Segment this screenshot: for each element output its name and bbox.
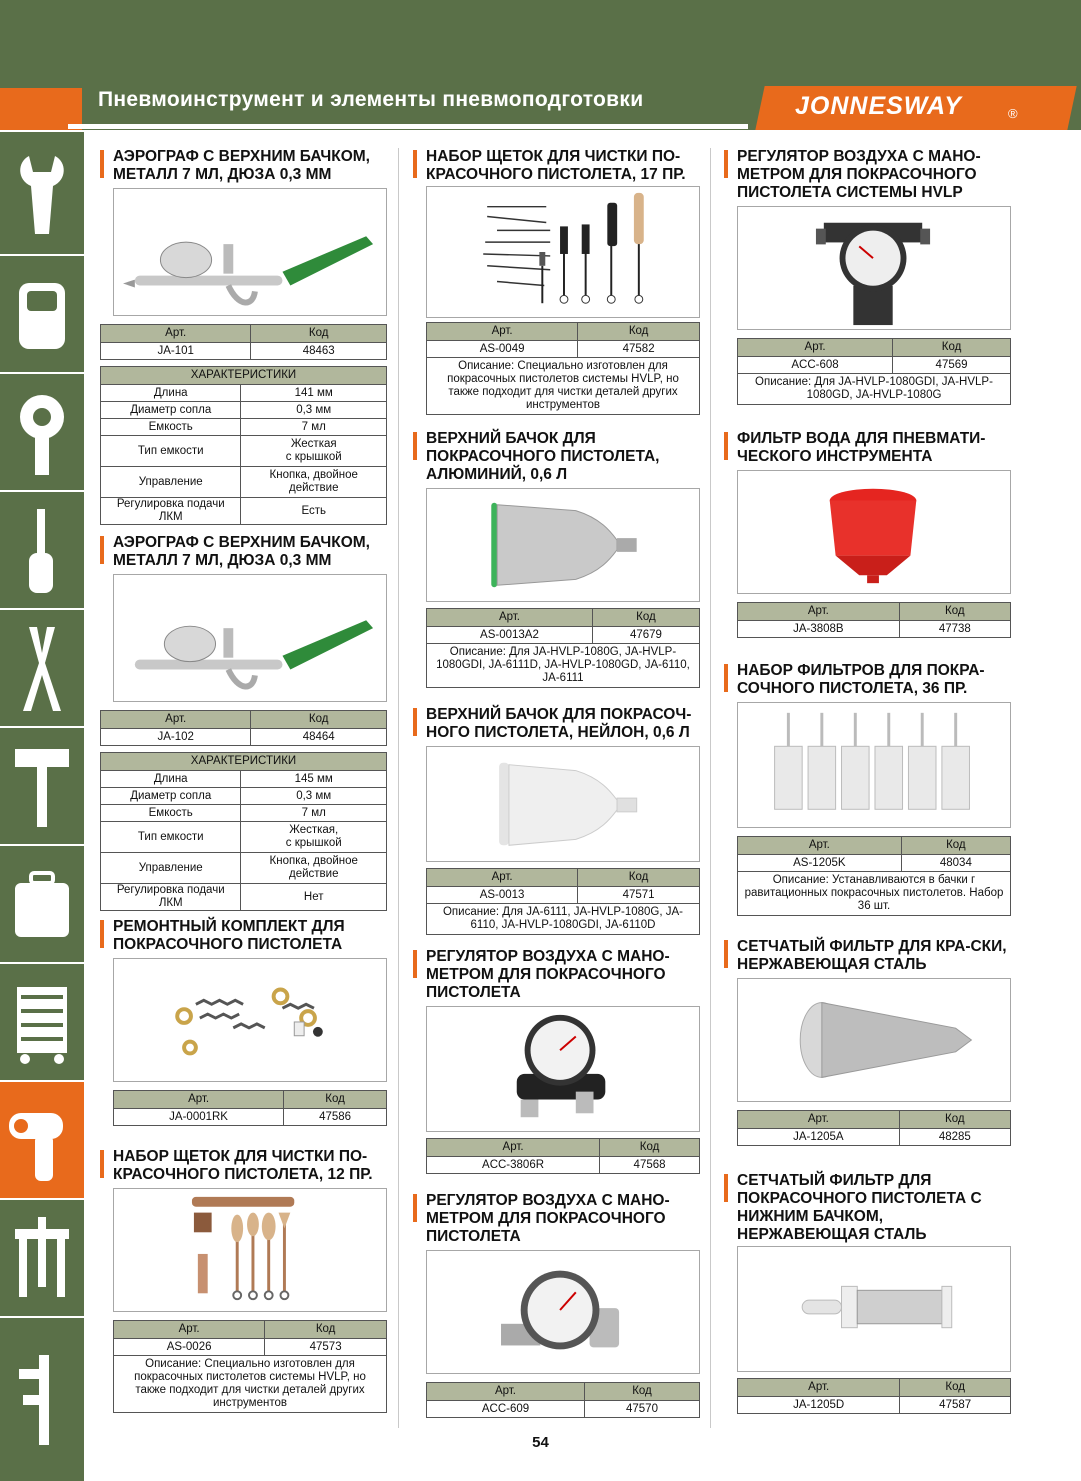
product-code-table: [426, 322, 700, 415]
code-header: Код: [284, 1091, 387, 1109]
product-code-table: [100, 324, 387, 360]
specs-table: [100, 366, 387, 525]
code-value: 48285: [899, 1129, 1010, 1146]
product-description: Описание: Устанавливаются в бачки г равитационных покрасочных пистолетов. Набор 36 шт.: [738, 872, 1011, 916]
page-title: Пневмоинструмент и элементы пневмоподготовки: [98, 88, 644, 111]
product-image-gauge-regulator: [426, 1250, 700, 1374]
air-drill-icon[interactable]: [0, 1080, 84, 1198]
product-code-table: [100, 710, 387, 746]
spec-value: 7 мл: [241, 805, 387, 822]
spec-value: 0,3 мм: [241, 402, 387, 419]
spec-label: Регулировка подачи ЛКМ: [101, 884, 241, 911]
spec-label: Диаметр сопла: [101, 402, 241, 419]
art-value: JA-102: [101, 729, 251, 746]
product-image-airbrush: [113, 574, 387, 702]
product-code-table: [113, 1320, 387, 1413]
product-title: НАБОР ФИЛЬТРОВ ДЛЯ ПОКРА-СОЧНОГО ПИСТОЛЕТА, 36 ПР.: [737, 662, 985, 697]
spec-value: 145 мм: [241, 771, 387, 788]
product-title: ФИЛЬТР ВОДА ДЛЯ ПНЕВМАТИ-ЧЕСКОГО ИНСТРУМЕНТА: [737, 430, 986, 465]
title-accent: [724, 150, 728, 178]
spec-label: Регулировка подачи ЛКМ: [101, 498, 241, 525]
product-code-table: [426, 1138, 700, 1174]
spec-label: Емкость: [101, 419, 241, 436]
title-accent: [413, 708, 417, 736]
product-description: Описание: Для JA-HVLP-1080G, JA-HVLP-1080GDI, JA-6111D, JA-HVLP-1080GD, JA-6110, JA-6111: [427, 644, 700, 688]
product-title: РЕГУЛЯТОР ВОЗДУХА С МАНО-МЕТРОМ ДЛЯ ПОКРАСОЧНОГО ПИСТОЛЕТА СИСТЕМЫ HVLP: [737, 148, 981, 201]
brand-registered-mark: ®: [1008, 106, 1018, 121]
product-title: АЭРОГРАФ С ВЕРХНИМ БАЧКОМ, МЕТАЛЛ 7 МЛ, ДЮЗА 0,3 ММ: [113, 534, 370, 569]
spec-label: Емкость: [101, 805, 241, 822]
art-value: AS-0026: [114, 1339, 265, 1356]
caliper-icon[interactable]: [0, 1316, 84, 1481]
art-value: ACC-608: [738, 357, 893, 374]
puller-icon[interactable]: [0, 1198, 84, 1316]
code-value: 48034: [901, 855, 1010, 872]
product-title: ВЕРХНИЙ БАЧОК ДЛЯ ПОКРАСОЧ-НОГО ПИСТОЛЕТА, НЕЙЛОН, 0,6 Л: [426, 706, 692, 741]
spec-label: Длина: [101, 771, 241, 788]
product-code-table: [737, 602, 1011, 638]
code-header: Код: [592, 609, 699, 627]
code-value: 47568: [600, 1157, 700, 1174]
product-image-gauge-regulator: [737, 206, 1011, 330]
art-value: AS-0013: [427, 887, 578, 904]
art-value: JA-1205A: [738, 1129, 900, 1146]
art-value: JA-0001RK: [114, 1109, 284, 1126]
product-title: РЕГУЛЯТОР ВОЗДУХА С МАНО-МЕТРОМ ДЛЯ ПОКРАСОЧНОГО ПИСТОЛЕТА: [426, 1192, 670, 1245]
spec-label: Тип емкости: [101, 436, 241, 467]
art-value: JA-3808B: [738, 621, 900, 638]
code-header: Код: [901, 837, 1010, 855]
code-header: Код: [899, 1111, 1010, 1129]
product-title: АЭРОГРАФ С ВЕРХНИМ БАЧКОМ, МЕТАЛЛ 7 МЛ, ДЮЗА 0,3 ММ: [113, 148, 370, 183]
title-accent: [724, 664, 728, 692]
art-header: Арт.: [101, 711, 251, 729]
code-value: 47573: [265, 1339, 387, 1356]
product-image-airbrush: [113, 188, 387, 316]
spec-label: Диаметр сопла: [101, 788, 241, 805]
code-value: 47679: [592, 627, 699, 644]
title-accent: [100, 1150, 104, 1178]
title-accent: [413, 432, 417, 460]
hammer-icon[interactable]: [0, 726, 84, 844]
product-description: Описание: Специально изготовлен для покрасочных пистолетов системы HVLP, но также подходит для чистки деталей других инструментов: [427, 358, 700, 415]
code-value: 47570: [585, 1401, 700, 1418]
product-code-table: [737, 338, 1011, 405]
code-header: Код: [893, 339, 1011, 357]
art-value: ACC-3806R: [427, 1157, 600, 1174]
column-divider: [398, 148, 399, 1428]
product-code-table: [737, 1378, 1011, 1414]
code-value: 47582: [578, 341, 700, 358]
art-header: Арт.: [427, 323, 578, 341]
product-title: НАБОР ЩЕТОК ДЛЯ ЧИСТКИ ПО-КРАСОЧНОГО ПИСТОЛЕТА, 17 ПР.: [426, 148, 686, 183]
art-header: Арт.: [427, 1139, 600, 1157]
title-accent: [724, 940, 728, 968]
specs-table: [100, 752, 387, 911]
screwdriver-icon[interactable]: [0, 490, 84, 608]
spec-label: Управление: [101, 853, 241, 884]
product-title: РЕГУЛЯТОР ВОЗДУХА С МАНО-МЕТРОМ ДЛЯ ПОКРАСОЧНОГО ПИСТОЛЕТА: [426, 948, 670, 1001]
category-sidebar: [0, 130, 84, 1481]
product-description: Описание: Для JA-HVLP-1080GDI, JA-HVLP-1080GD, JA-HVLP-1080G: [738, 374, 1011, 405]
spec-value: Нет: [241, 884, 387, 911]
title-accent: [724, 432, 728, 460]
column-divider: [710, 148, 711, 1428]
code-header: Код: [900, 1379, 1011, 1397]
product-image-aluminium-cup: [426, 488, 700, 602]
tool-cart-icon[interactable]: [0, 962, 84, 1080]
art-value: AS-1205K: [738, 855, 902, 872]
spec-value: 0,3 мм: [241, 788, 387, 805]
spec-value: Кнопка, двойное действие: [241, 467, 387, 498]
art-header: Арт.: [738, 339, 893, 357]
code-value: 48464: [251, 729, 387, 746]
product-image-repair-kit: [113, 958, 387, 1082]
code-header: Код: [251, 711, 387, 729]
code-value: 47569: [893, 357, 1011, 374]
art-header: Арт.: [738, 1379, 900, 1397]
product-code-table: [113, 1090, 387, 1126]
art-header: Арт.: [738, 603, 900, 621]
product-title: СЕТЧАТЫЙ ФИЛЬТР ДЛЯ ПОКРАСОЧНОГО ПИСТОЛЕТА С НИЖНИМ БАЧКОМ, НЕРЖАВЕЮЩАЯ СТАЛЬ: [737, 1172, 982, 1243]
product-image-brush-set: [113, 1188, 387, 1312]
product-code-table: [737, 836, 1011, 916]
ratchet-icon[interactable]: [0, 372, 84, 490]
art-header: Арт.: [427, 869, 578, 887]
art-value: ACC-609: [427, 1401, 585, 1418]
code-value: 47587: [900, 1397, 1011, 1414]
product-code-table: [426, 608, 700, 688]
art-value: JA-101: [101, 343, 251, 360]
product-description: Описание: Специально изготовлен для покрасочных пистолетов системы HVLP, но также подходит для чистки деталей других инструментов: [114, 1356, 387, 1413]
product-image-brush-set: [426, 186, 700, 318]
code-header: Код: [578, 323, 700, 341]
art-header: Арт.: [101, 325, 251, 343]
code-header: Код: [265, 1321, 387, 1339]
title-accent: [100, 536, 104, 564]
art-header: Арт.: [114, 1091, 284, 1109]
product-image-mesh-filter: [737, 978, 1011, 1102]
product-code-table: [737, 1110, 1011, 1146]
product-image-gauge-regulator: [426, 1006, 700, 1132]
spec-label: Длина: [101, 385, 241, 402]
page-number: 54: [532, 1434, 549, 1451]
code-value: 47586: [284, 1109, 387, 1126]
product-title: НАБОР ЩЕТОК ДЛЯ ЧИСТКИ ПО-КРАСОЧНОГО ПИСТОЛЕТА, 12 ПР.: [113, 1148, 373, 1183]
product-image-water-filter: [737, 470, 1011, 594]
product-image-nylon-cup: [426, 746, 700, 862]
spec-value: Жесткая, с крышкой: [241, 822, 387, 853]
art-header: Арт.: [114, 1321, 265, 1339]
spec-value: Жесткая с крышкой: [241, 436, 387, 467]
code-header: Код: [899, 603, 1010, 621]
art-value: JA-1205D: [738, 1397, 900, 1414]
title-accent: [100, 150, 104, 178]
wrench-icon[interactable]: [0, 130, 84, 254]
product-code-table: [426, 868, 700, 935]
title-accent: [724, 1174, 728, 1202]
product-title: ВЕРХНИЙ БАЧОК ДЛЯ ПОКРАСОЧНОГО ПИСТОЛЕТА, АЛЮМИНИЙ, 0,6 Л: [426, 430, 660, 483]
spec-value: 141 мм: [241, 385, 387, 402]
pliers-icon[interactable]: [0, 608, 84, 726]
case-icon[interactable]: [0, 844, 84, 962]
product-image-filter-set: [737, 702, 1011, 828]
code-header: Код: [251, 325, 387, 343]
title-accent: [413, 950, 417, 978]
code-header: Код: [578, 869, 700, 887]
brand-logo: JONNESWAY: [795, 92, 962, 120]
spec-value: Кнопка, двойное действие: [241, 853, 387, 884]
art-header: Арт.: [427, 1383, 585, 1401]
specs-header: ХАРАКТЕРИСТИКИ: [101, 753, 387, 771]
art-header: Арт.: [738, 1111, 900, 1129]
art-header: Арт.: [738, 837, 902, 855]
code-value: 47571: [578, 887, 700, 904]
code-header: Код: [585, 1383, 700, 1401]
spec-label: Тип емкости: [101, 822, 241, 853]
socket-icon[interactable]: [0, 254, 84, 372]
product-image-mesh-filter: [737, 1246, 1011, 1372]
header-underline: [68, 124, 748, 129]
product-description: Описание: Для JA-6111, JA-HVLP-1080G, JA-6110, JA-HVLP-1080GDI, JA-6110D: [427, 904, 700, 935]
spec-value: Есть: [241, 498, 387, 525]
specs-header: ХАРАКТЕРИСТИКИ: [101, 367, 387, 385]
product-code-table: [426, 1382, 700, 1418]
title-accent: [100, 920, 104, 948]
art-value: AS-0013A2: [427, 627, 593, 644]
spec-label: Управление: [101, 467, 241, 498]
product-title: СЕТЧАТЫЙ ФИЛЬТР ДЛЯ КРА-СКИ, НЕРЖАВЕЮЩАЯ СТАЛЬ: [737, 938, 1007, 973]
code-value: 48463: [251, 343, 387, 360]
product-title: РЕМОНТНЫЙ КОМПЛЕКТ ДЛЯ ПОКРАСОЧНОГО ПИСТОЛЕТА: [113, 918, 345, 953]
code-value: 47738: [899, 621, 1010, 638]
title-accent: [413, 1194, 417, 1222]
code-header: Код: [600, 1139, 700, 1157]
art-value: AS-0049: [427, 341, 578, 358]
title-accent: [413, 150, 417, 178]
art-header: Арт.: [427, 609, 593, 627]
spec-value: 7 мл: [241, 419, 387, 436]
